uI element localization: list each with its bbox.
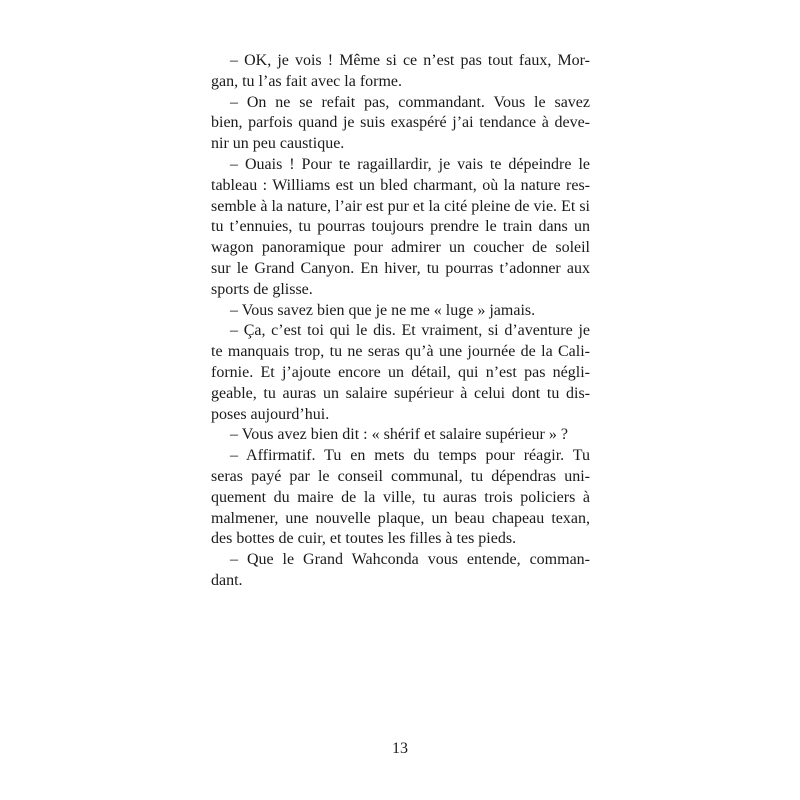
text-line: – Que le Grand Wahconda vous entende, comman- (230, 551, 590, 569)
text-line: malmener, une nouvelle plaque, un beau chapeau texan, (211, 509, 590, 527)
text-line: semble à la nature, l’air est pur et la cité pleine de vie. Et si (211, 197, 590, 215)
text-line: des bottes de cuir, et toutes les filles à tes pieds. (211, 530, 517, 548)
text-line: – Ouais ! Pour te ragaillardir, je vais te dépeindre le (230, 155, 590, 173)
text-line: quement du maire de la ville, tu auras trois policiers à (211, 488, 590, 506)
paragraph (211, 155, 590, 301)
paragraph (211, 301, 590, 322)
text-line: te manquais trop, tu ne seras qu’à une journée de la Cali- (211, 343, 590, 361)
paragraph (211, 321, 590, 425)
text-line: wagon panoramique pour admirer un coucher de soleil (211, 239, 590, 257)
text-line: – Vous savez bien que je ne me « luge » jamais. (230, 301, 536, 319)
text-line: dant. (211, 571, 243, 589)
text-line: sports de glisse. (211, 280, 313, 298)
paragraph (211, 550, 590, 592)
text-line: sur le Grand Canyon. En hiver, tu pourras t’adonner aux (211, 259, 590, 277)
text-line: tu t’ennuies, tu pourras toujours prendre le train dans un (211, 218, 590, 236)
text-line: – Ça, c’est toi qui le dis. Et vraiment, si d’aventure je (230, 322, 590, 340)
text-line: poses aujourd’hui. (211, 405, 330, 423)
text-line: nir un peu caustique. (211, 135, 345, 153)
text-line: – OK, je vois ! Même si ce n’est pas tout faux, Mor- (230, 52, 590, 69)
text-line: tableau : Williams est un bled charmant, où la nature res- (211, 176, 590, 194)
text-line: – Affirmatif. Tu en mets du temps pour réagir. Tu (230, 447, 590, 465)
text-line: seras payé par le conseil communal, tu dépendras uni- (211, 467, 590, 485)
text-line: gan, tu l’as fait avec la forme. (211, 72, 403, 90)
text-line: – On ne se refait pas, commandant. Vous le savez (230, 93, 590, 111)
text-line: bien, parfois quand je suis exaspéré j’ai tendance à deve- (211, 114, 590, 132)
text-line: – Vous avez bien dit : « shérif et salaire supérieur » ? (230, 426, 568, 444)
text-line: fornie. Et j’ajoute encore un détail, qui n’est pas négli- (211, 363, 590, 381)
paragraph (211, 425, 590, 446)
text-line: geable, tu auras un salaire supérieur à celui dont tu dis- (211, 384, 590, 402)
paragraph (211, 51, 590, 93)
page-number: 13 (392, 740, 408, 757)
paragraph (211, 446, 590, 550)
paragraph (211, 93, 590, 155)
body-text (211, 51, 590, 592)
